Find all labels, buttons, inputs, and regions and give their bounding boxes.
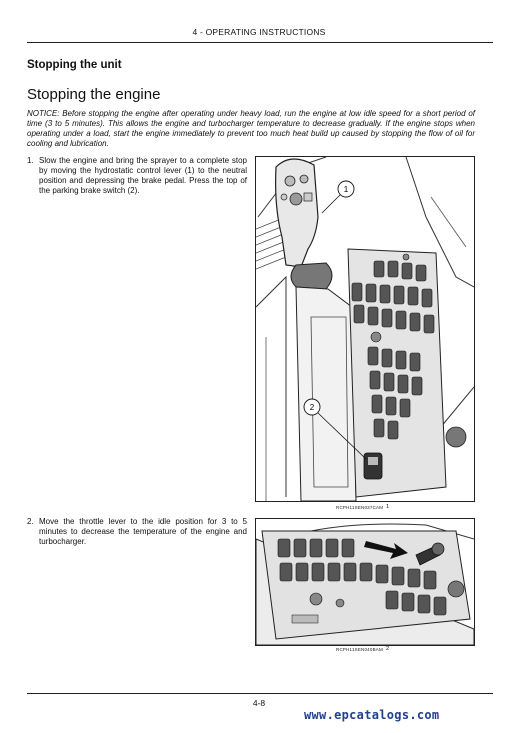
topic-title: Stopping the engine <box>27 86 161 103</box>
step-1 <box>27 156 247 196</box>
callout-2-label: 2 <box>309 403 315 412</box>
throttle-illustration <box>256 519 474 645</box>
page-number: 4-8 <box>252 698 266 708</box>
step-number: 2. <box>27 517 34 526</box>
figure-throttle-lever <box>255 518 475 646</box>
parking-brake-switch <box>364 453 382 479</box>
figure-1-code: RCPH11SEN037CAM <box>336 505 384 510</box>
figure-2-code: RCPH11SEN040BAM <box>336 647 383 652</box>
figure-1-number: 1 <box>386 504 390 510</box>
step-text: Slow the engine and bring the sprayer to a complete stop by moving the hydrostatic control lever (1) to the neutral position and depressing the brake pedal. Press the top of the parking brake switch (2). <box>39 156 247 195</box>
header-rule <box>27 42 493 43</box>
callout-1-label: 1 <box>343 185 349 194</box>
running-header: 4 - OPERATING INSTRUCTIONS <box>192 27 326 37</box>
step-number: 1. <box>27 156 34 165</box>
figure-2-number: 2 <box>386 646 390 652</box>
footer-rule <box>27 693 493 694</box>
notice-paragraph: NOTICE: Before stopping the engine after operating under heavy load, run the engine at low idle speed for a short period of time (3 to 5 minutes). This allows the engine and turbocharger temperature to decrease gradually. If the engine stops when operating under a load, start the engine immediately to prevent too much heat build up caused by stopping the flow of oil for cooling and lubrication. <box>27 109 475 148</box>
console-illustration <box>256 157 474 501</box>
figure-console-lever <box>255 156 475 502</box>
step-2 <box>27 517 247 547</box>
watermark-link[interactable]: www.epcatalogs.com <box>304 708 440 722</box>
section-title: Stopping the unit <box>27 59 122 71</box>
step-text: Move the throttle lever to the idle position for 3 to 5 minutes to decrease the temperature of the engine and turbocharger. <box>39 517 247 546</box>
